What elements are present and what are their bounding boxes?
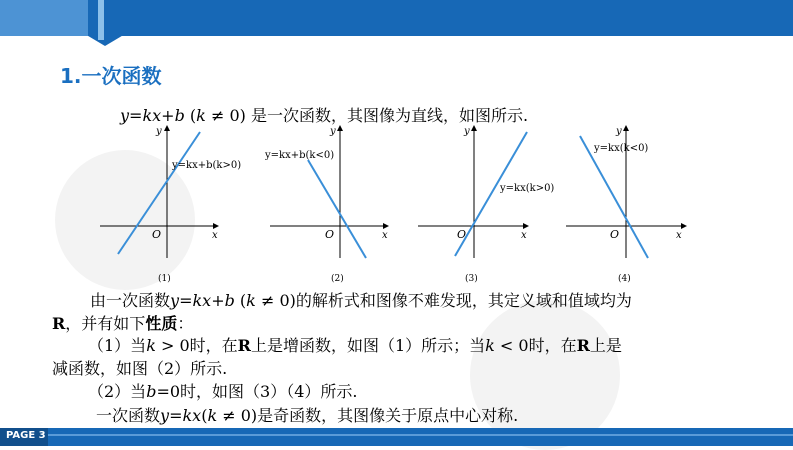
equals: = <box>129 106 143 125</box>
set-R: R <box>576 336 590 355</box>
intro-rest: 是一次函数，其图像为直线，如图所示. <box>245 106 529 125</box>
graph-1 <box>100 126 241 284</box>
y-axis-label: y <box>464 126 470 137</box>
text: 的解析式和图像不难发现，其定义域和值域均为 <box>295 291 632 310</box>
y-axis-label: y <box>616 126 622 137</box>
var-y: y <box>120 106 130 125</box>
plus: + <box>161 106 175 125</box>
var-k: k <box>196 106 206 125</box>
paren: ( <box>184 106 197 125</box>
graph-label: y=kx+b(k>0) <box>172 160 242 171</box>
paragraph-5 <box>88 379 357 402</box>
text: （2）当 <box>88 382 147 401</box>
y-axis-label: y <box>330 126 336 137</box>
paragraph-2 <box>52 311 193 334</box>
paren: ( <box>201 406 208 425</box>
var-y: y <box>170 291 180 310</box>
paragraph-1 <box>90 288 632 311</box>
paragraph-4 <box>52 356 227 379</box>
var-k: k <box>207 406 218 425</box>
text: =0时，如图（3）（4）所示. <box>156 382 358 401</box>
equals: = <box>179 291 193 310</box>
keyword-property: 性质 <box>145 314 178 333</box>
text: < 0时，在 <box>494 336 577 355</box>
graph-line <box>308 160 366 258</box>
origin-label: O <box>152 228 162 241</box>
page-number: PAGE 3 <box>6 430 46 441</box>
page-title: 1.一次函数 <box>60 64 162 88</box>
var-kx: kx <box>142 106 162 125</box>
footer-bar <box>0 428 793 446</box>
var-kx: kx <box>182 406 202 425</box>
text: 上是 <box>589 336 622 355</box>
set-R: R <box>237 336 251 355</box>
text: （1）当 <box>88 336 147 355</box>
graph-caption: (3) <box>465 274 478 284</box>
plus: + <box>211 291 225 310</box>
text: 减函数，如图（2）所示. <box>52 359 228 378</box>
x-axis-label: x <box>212 230 218 241</box>
var-k: k <box>485 336 495 355</box>
text: 一次函数 <box>96 406 161 425</box>
var-kx: kx <box>192 291 212 310</box>
neq: ≠ 0) <box>205 106 246 125</box>
graph-3 <box>418 126 554 284</box>
graph-4 <box>566 126 686 284</box>
set-R: R <box>52 314 66 333</box>
var-k: k <box>246 291 256 310</box>
origin-label: O <box>457 228 467 241</box>
neq: ≠ 0) <box>217 406 258 425</box>
x-axis-label: x <box>676 230 682 241</box>
footer-stripe <box>48 434 793 436</box>
text: 是奇函数，其图像关于原点中心对称. <box>257 406 519 425</box>
text: ，并有如下 <box>65 314 146 333</box>
paragraph-3 <box>88 333 622 356</box>
graph-2 <box>264 126 388 284</box>
origin-label: O <box>325 228 335 241</box>
y-axis-label: y <box>156 126 162 137</box>
var-y: y <box>160 406 170 425</box>
text: ： <box>177 314 194 333</box>
var-b: b <box>224 291 235 310</box>
var-k: k <box>146 336 156 355</box>
neq: ≠ 0) <box>255 291 296 310</box>
paragraph-6 <box>96 403 518 426</box>
x-axis-label: x <box>382 230 388 241</box>
graph-label: y=kx(k<0) <box>594 143 649 154</box>
graph-caption: (4) <box>618 274 631 284</box>
text: > 0时，在 <box>155 336 238 355</box>
text: 上是增函数，如图（1）所示；当 <box>250 336 486 355</box>
text: 由一次函数 <box>90 291 171 310</box>
graph-caption: (2) <box>331 274 344 284</box>
var-b: b <box>146 382 157 401</box>
equals: = <box>169 406 183 425</box>
graph-label: y=kx+b(k<0) <box>265 150 335 161</box>
paren: ( <box>234 291 247 310</box>
graph-label: y=kx(k>0) <box>500 183 555 194</box>
var-b: b <box>174 106 185 125</box>
origin-label: O <box>610 228 620 241</box>
x-axis-label: x <box>521 230 527 241</box>
graph-caption: (1) <box>158 274 171 284</box>
